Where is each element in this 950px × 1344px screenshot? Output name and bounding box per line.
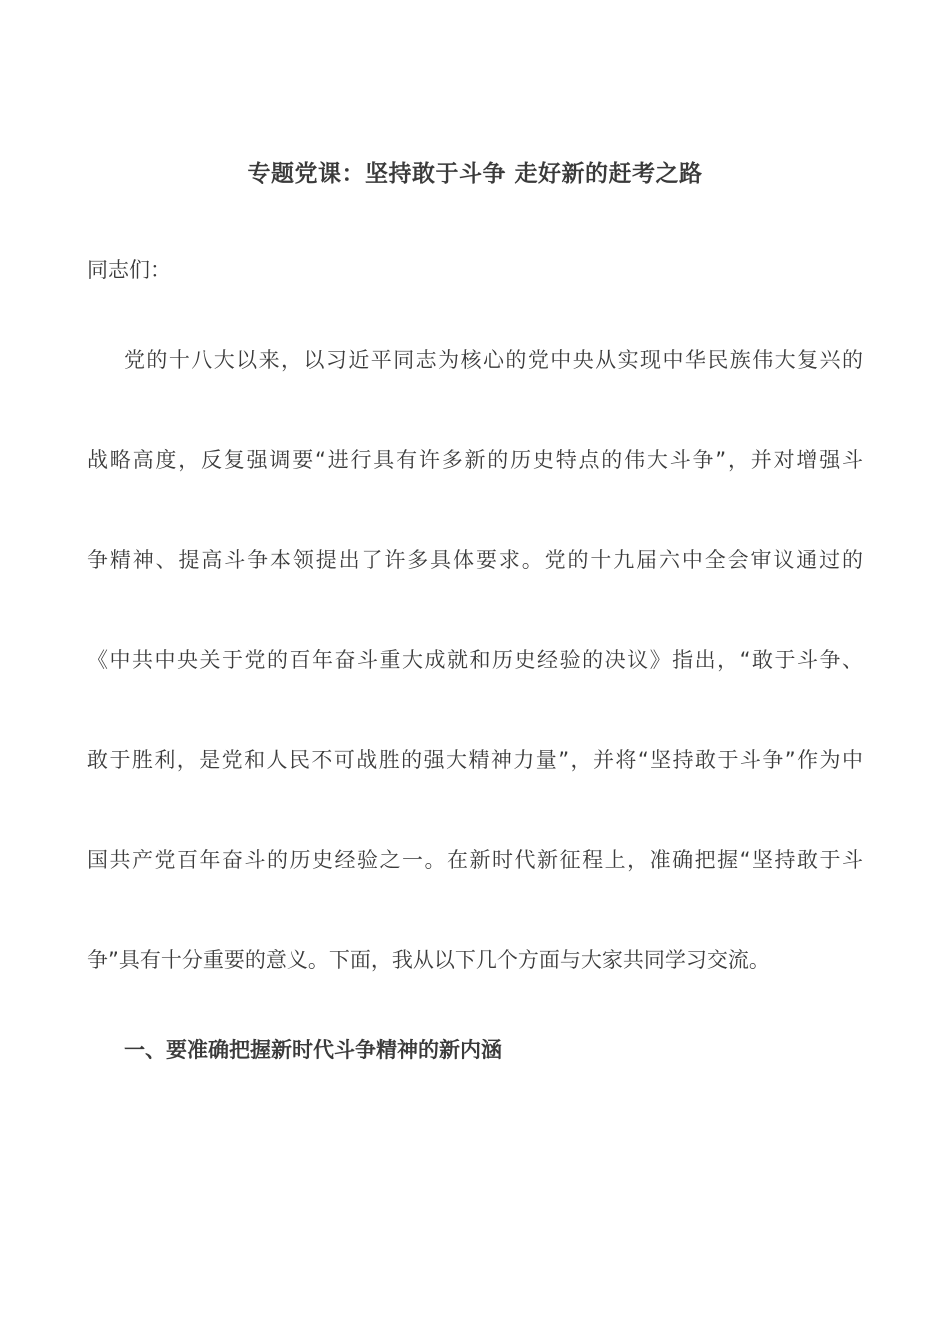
paragraph-line: 党的十八大以来，以习近平同志为核心的党中央从实现中华民族伟大复兴的 bbox=[124, 348, 863, 372]
paragraph-line: 国共产党百年奋斗的历史经验之一。在新时代新征程上，准确把握“坚持敢于斗 bbox=[87, 848, 863, 872]
paragraph-line: 争精神、提高斗争本领提出了许多具体要求。党的十九届六中全会审议通过的 bbox=[87, 548, 863, 572]
paragraph-line: 争”具有十分重要的意义。下面，我从以下几个方面与大家共同学习交流。 bbox=[87, 948, 770, 972]
section-heading: 一、要准确把握新时代斗争精神的新内涵 bbox=[124, 1038, 502, 1062]
salutation: 同志们： bbox=[87, 258, 171, 282]
paragraph-line: 战略高度，反复强调要“进行具有许多新的历史特点的伟大斗争”，并对增强斗 bbox=[87, 448, 863, 472]
document-title: 专题党课：坚持敢于斗争 走好新的赶考之路 bbox=[247, 161, 703, 187]
paragraph-line: 《中共中央关于党的百年奋斗重大成就和历史经验的决议》指出，“敢于斗争、 bbox=[87, 648, 863, 672]
paragraph-line: 敢于胜利，是党和人民不可战胜的强大精神力量”，并将“坚持敢于斗争”作为中 bbox=[87, 748, 863, 772]
